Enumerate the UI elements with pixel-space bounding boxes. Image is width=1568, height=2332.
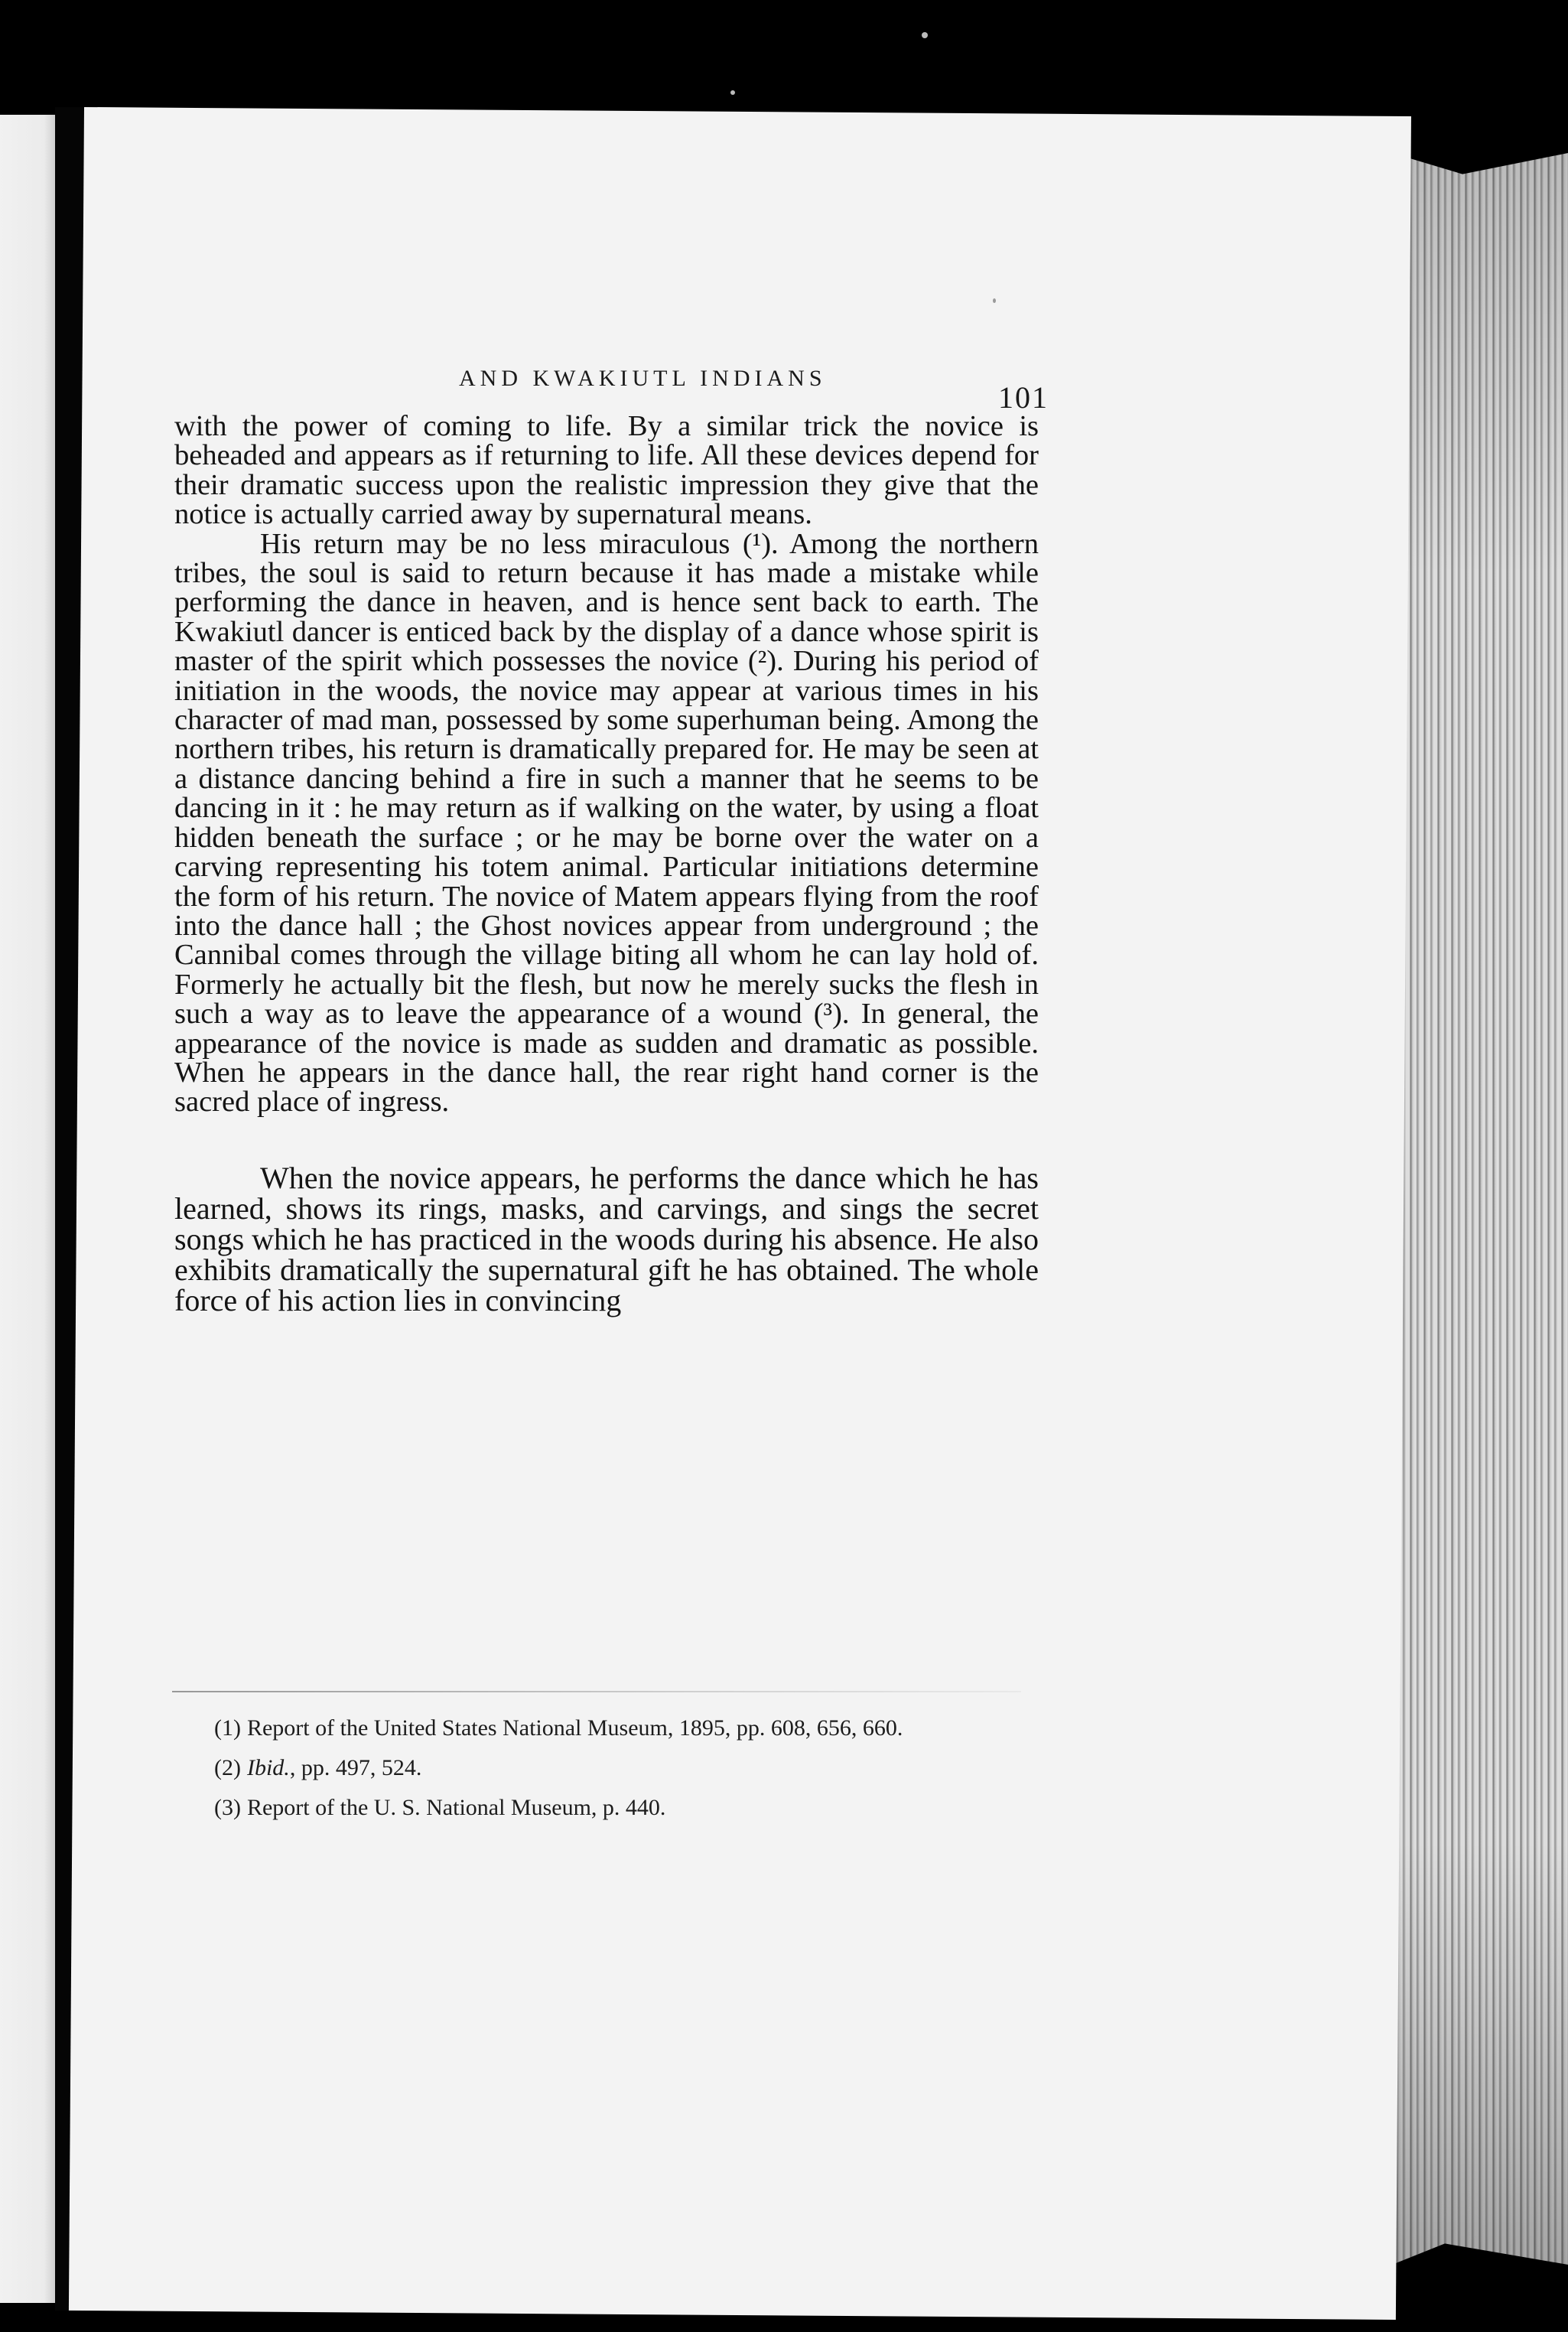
footnote-marker: (1) <box>214 1715 241 1741</box>
paragraph-continued: with the power of coming to life. By a similar trick the novice is beheaded and appears as if returning to life. All these devices depend for their dramatic success upon the realistic impression they give that the notice is actually carried away by supernatural means. <box>174 410 1039 531</box>
body-text <box>174 412 1039 1316</box>
footnote-text: Report of the United States National Museum, 1895, pp. 608, 656, 660. <box>246 1715 903 1741</box>
dust-speck <box>730 90 735 95</box>
footnote-marker: (2) <box>214 1755 241 1780</box>
running-head: AND KWAKIUTL INDIANS <box>459 366 827 391</box>
footnote-text: Report of the U. S. National Museum, p. 440. <box>246 1795 666 1820</box>
dust-speck <box>993 298 996 303</box>
page-number: 101 <box>998 380 1049 415</box>
paragraph-performance: When the novice appears, he performs the dance which he has learned, shows its rings, masks, and carvings, and sings the secret songs which he has practiced in the woods during his absence. He also exhibits dramatically the supernatural gift he has obtained. The whole force of his action lies in convincing <box>174 1160 1039 1317</box>
footnotes <box>174 1715 1031 1835</box>
facing-page-edge <box>0 115 55 2303</box>
paragraph-return: His return may be no less miraculous (¹). Among the northern tribes, the soul is said to return because it has made a mistake while performing the dance in heaven, and is hence sent back to earth. The Kwakiutl dancer is enticed back by the display of a dance whose spirit is master of the spirit which possesses the novice (²). During his period of initiation in the woods, the novice may appear at various times in his character of mad man, possessed by some superhuman being. Among the northern tribes, his return is dramatically prepared for. He may be seen at a distance dancing behind a fire in such a manner that he seems to be dancing in it : he may return as if walking on the water, by using a float hidden beneath the surface ; or he may be borne over the water on a carving representing his totem animal. Particular initiations determine the form of his return. The novice of Matem appears flying from the roof into the dance hall ; the Ghost novices appear from underground ; the Cannibal comes through the village biting all whom he can lay hold of. Formerly he actually bit the flesh, but now he merely sucks the flesh in such a way as to leave the appearance of a wound (³). In general, the appearance of the novice is made as sudden and dramatic as possible. When he appears in the dance hall, the rear right hand corner is the sacred place of ingress. <box>174 527 1039 1119</box>
footnote-1 <box>174 1715 1031 1741</box>
footnote-ibid: Ibid. <box>246 1755 290 1780</box>
footnote-text: , pp. 497, 524. <box>289 1755 422 1780</box>
footnote-marker: (3) <box>214 1795 241 1820</box>
page-block-edge <box>1392 153 1568 2265</box>
dust-speck <box>922 32 928 38</box>
footnote-rule <box>172 1691 1021 1692</box>
footnote-3 <box>174 1795 1031 1821</box>
footnote-2 <box>174 1755 1031 1781</box>
